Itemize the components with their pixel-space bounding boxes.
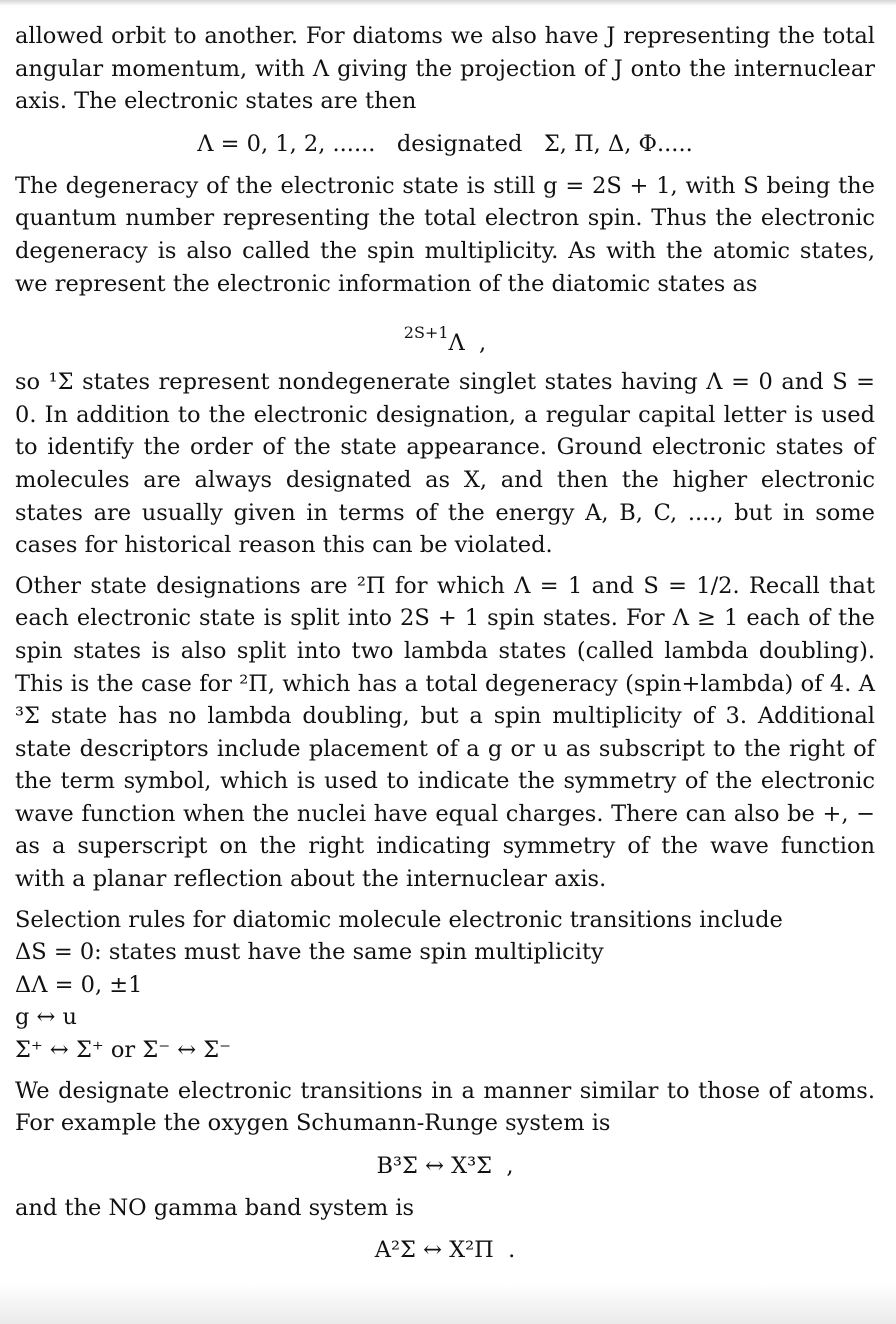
equation-schumann-runge: B³Σ ↔ X³Σ ,: [376, 1152, 514, 1179]
selection-rules-intro: Selection rules for diatomic molecule electronic transitions include: [15, 906, 783, 933]
bottom-edge-shadow: [0, 1284, 896, 1324]
equation-no-gamma: A²Σ ↔ X²Π .: [374, 1237, 516, 1264]
equation-lambda-states: Λ = 0, 1, 2, ...... designated Σ, Π, Δ, Φ.....: [197, 130, 693, 157]
term-main: Λ ,: [448, 330, 487, 357]
paragraph-3: so ¹Σ states represent nondegenerate singlet states having Λ = 0 and S = 0. In addition to the electronic designation, a regular capital letter is used to identify the order of the state appearance. Ground electronic states of molecules are always designated as X, and then the higher electronic states are usually given in terms of the energy A, B, C, ...., but in some cases for historical reason this can be violated.: [15, 369, 875, 559]
term-superscript: 2S+1: [403, 323, 449, 343]
paragraph-4: Other state designations are ²Π for which Λ = 1 and S = 1/2. Recall that each electronic state is split into 2S + 1 spin states. For Λ ≥ 1 each of the spin states is also split into two lambda states (called lambda doubling). This is the case for ²Π, which has a total degeneracy (spin+lambda) of 4. A ³Σ state has no lambda doubling, but a spin multiplicity of 3. Additional state descriptors include placement of a g or u as subscript to the right of the term symbol, which is used to indicate the symmetry of the electronic wave function when the nuclei have equal charges. There can also be +, − as a superscript on the right indicating symmetry of the wave function with a planar reflection about the internuclear axis.: [15, 572, 875, 893]
rule-lambda: ΔΛ = 0, ±1: [15, 971, 143, 998]
rule-reflection: Σ⁺ ↔ Σ⁺ or Σ⁻ ↔ Σ⁻: [15, 1037, 232, 1064]
equation-term-symbol: [15, 303, 875, 363]
document-body: [15, 20, 875, 1276]
top-edge-shadow: [0, 0, 896, 6]
paragraph-5: We designate electronic transitions in a manner similar to those of atoms. For example the oxygen Schumann-Runge system is: [15, 1077, 875, 1137]
rule-spin: ΔS = 0: states must have the same spin multiplicity: [15, 939, 604, 966]
paragraph-2: The degeneracy of the electronic state is still g = 2S + 1, with S being the quantum number representing the total electron spin. Thus the electronic degeneracy is also called the spin multiplicity. As with the atomic states, we represent the electronic information of the diatomic states as: [15, 172, 875, 297]
paragraph-6: and the NO gamma band system is: [15, 1194, 415, 1221]
paragraph-1: allowed orbit to another. For diatoms we also have J representing the total angular momentum, with Λ giving the projection of J onto the internuclear axis. The electronic states are then: [15, 23, 875, 115]
rule-parity: g ↔ u: [15, 1004, 78, 1031]
